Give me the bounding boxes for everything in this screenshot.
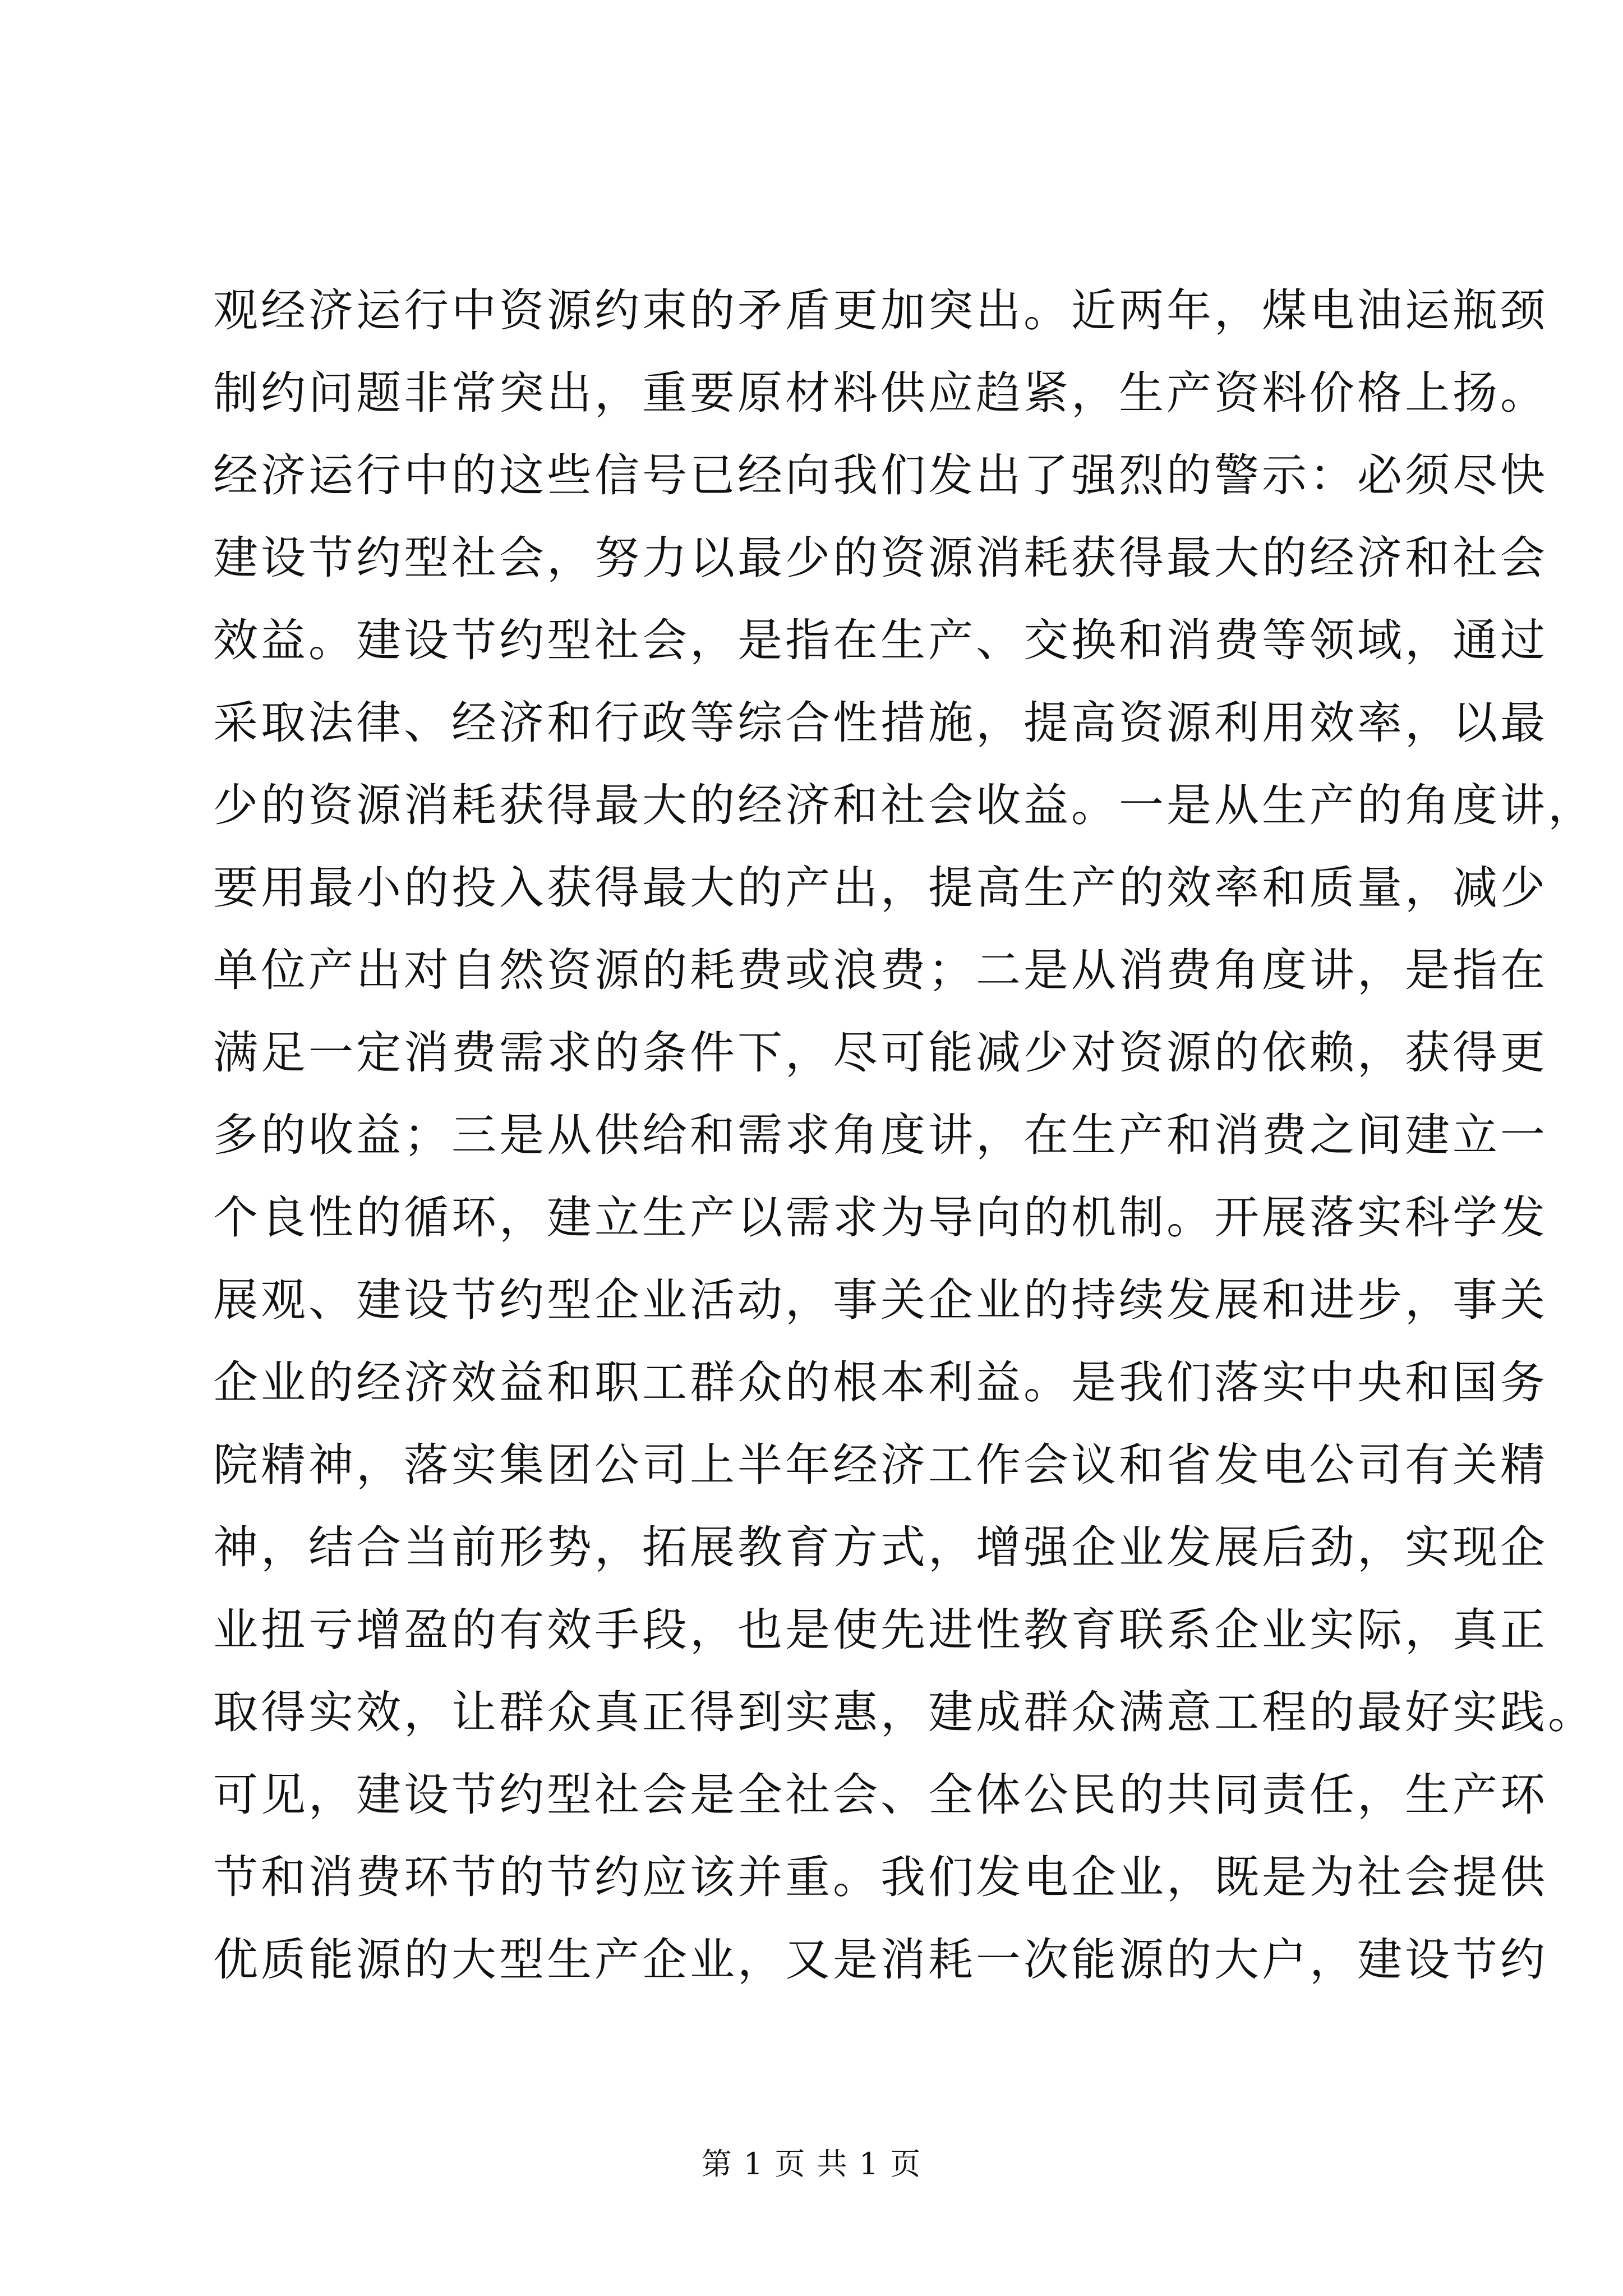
text-line: 效益。建设节约型社会，是指在生产、交换和消费等领域，通过 bbox=[213, 614, 1548, 666]
text-line: 经济运行中的这些信号已经向我们发出了强烈的警示：必须尽快 bbox=[213, 449, 1548, 501]
text-line: 取得实效，让群众真正得到实惠，建成群众满意工程的最好实践。 bbox=[213, 1686, 1596, 1738]
text-line: 神，结合当前形势，拓展教育方式，增强企业发展后劲，实现企 bbox=[213, 1521, 1548, 1573]
text-line: 采取法律、经济和行政等综合性措施，提高资源利用效率，以最 bbox=[213, 697, 1548, 749]
text-line: 可见，建设节约型社会是全社会、全体公民的共同责任，生产环 bbox=[213, 1769, 1548, 1821]
text-line: 观经济运行中资源约束的矛盾更加突出。近两年，煤电油运瓶颈 bbox=[213, 284, 1548, 337]
text-line: 单位产出对自然资源的耗费或浪费；二是从消费角度讲，是指在 bbox=[213, 944, 1548, 996]
text-line: 个良性的循环，建立生产以需求为导向的机制。开展落实科学发 bbox=[213, 1191, 1548, 1244]
body-paragraph bbox=[213, 269, 1596, 2001]
text-line: 节和消费环节的节约应该并重。我们发电企业，既是为社会提供 bbox=[213, 1851, 1548, 1903]
text-line: 业扭亏增盈的有效手段，也是使先进性教育联系企业实际，真正 bbox=[213, 1604, 1548, 1656]
text-line: 少的资源消耗获得最大的经济和社会收益。一是从生产的角度讲， bbox=[213, 779, 1596, 831]
text-line: 制约问题非常突出，重要原材料供应趋紧，生产资料价格上扬。 bbox=[213, 367, 1548, 419]
page-number-footer: 第 1 页 共 1 页 bbox=[701, 2146, 922, 2182]
text-line: 建设节约型社会，努力以最少的资源消耗获得最大的经济和社会 bbox=[213, 532, 1548, 584]
text-line: 院精神，落实集团公司上半年经济工作会议和省发电公司有关精 bbox=[213, 1439, 1548, 1491]
text-line: 企业的经济效益和职工群众的根本利益。是我们落实中央和国务 bbox=[213, 1356, 1548, 1409]
text-line: 满足一定消费需求的条件下，尽可能减少对资源的依赖，获得更 bbox=[213, 1027, 1548, 1079]
text-line: 展观、建设节约型企业活动，事关企业的持续发展和进步，事关 bbox=[213, 1274, 1548, 1326]
text-line: 要用最小的投入获得最大的产出，提高生产的效率和质量，减少 bbox=[213, 862, 1548, 914]
text-line: 优质能源的大型生产企业，又是消耗一次能源的大户，建设节约 bbox=[213, 1934, 1548, 1986]
text-line: 多的收益；三是从供给和需求角度讲，在生产和消费之间建立一 bbox=[213, 1109, 1548, 1161]
